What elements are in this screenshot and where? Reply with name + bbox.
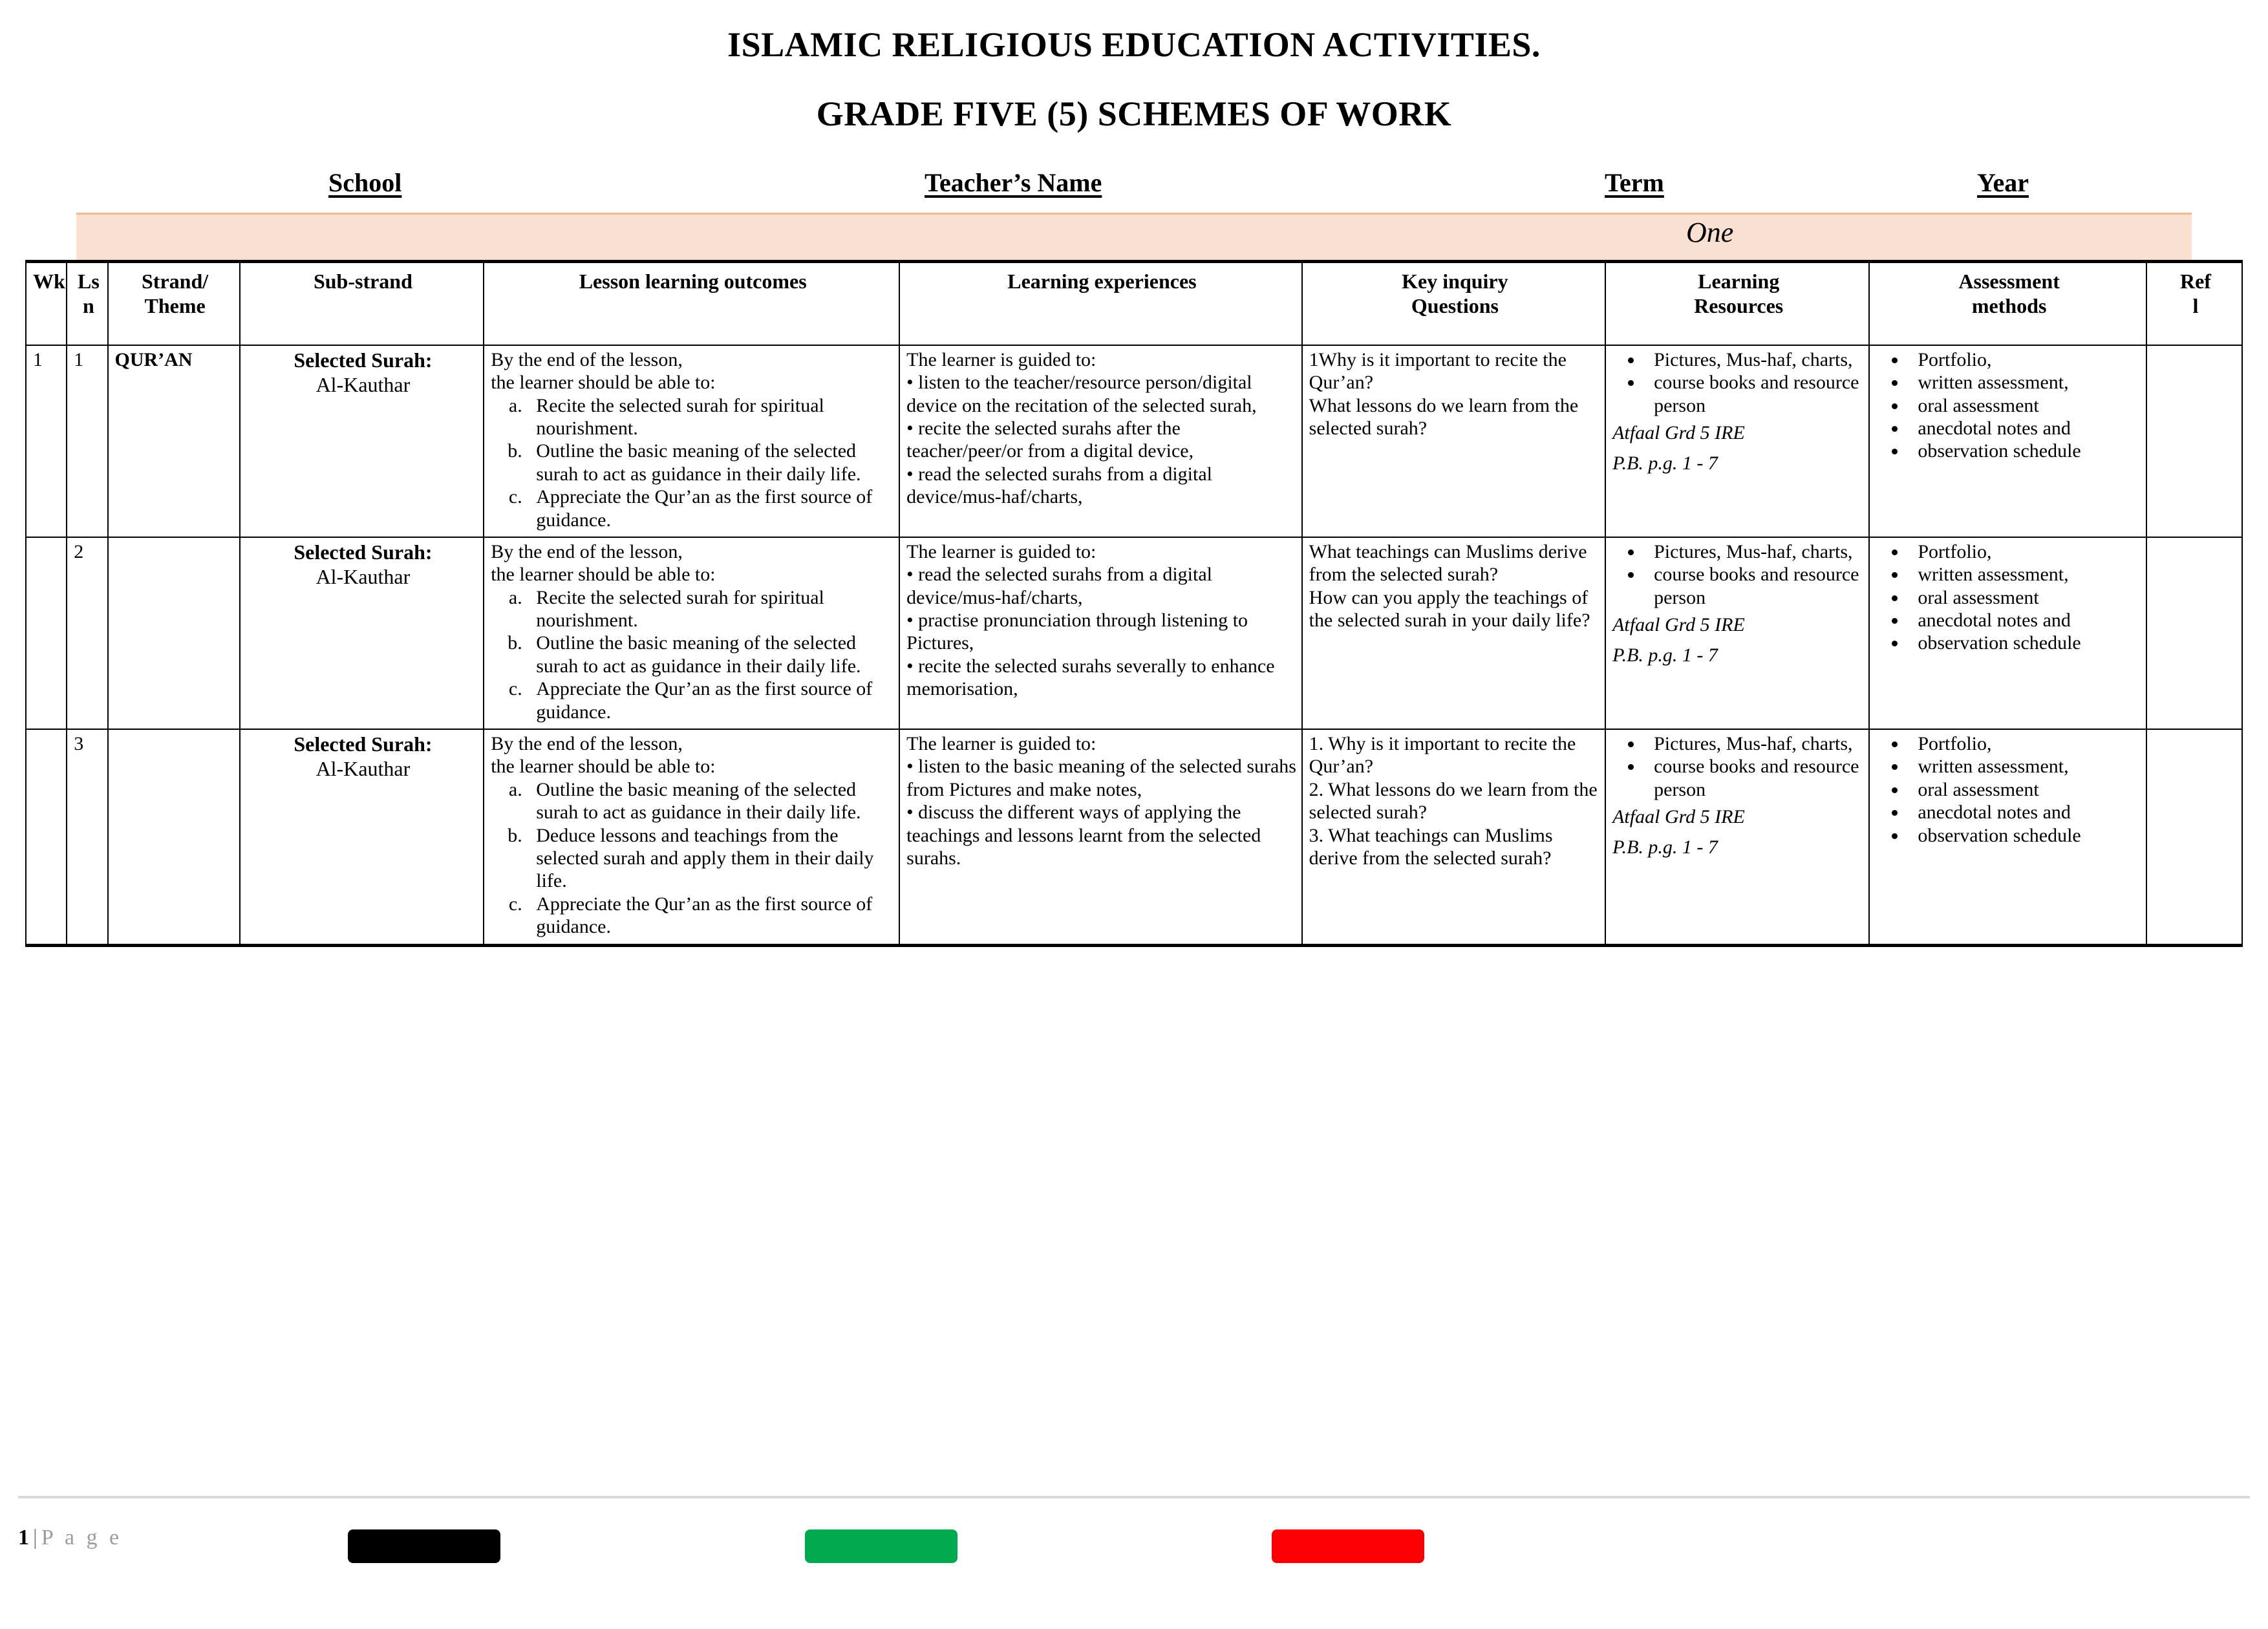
- outcomes-list: [491, 778, 895, 939]
- page-word: P a g e: [41, 1526, 123, 1549]
- column-header-key-inquiry-questions: [1302, 261, 1605, 345]
- resources-list: [1612, 732, 1865, 801]
- cell-lesson[interactable]: 3: [67, 729, 107, 945]
- column-header-lesson-learning-outcomes: Lesson learning outcomes: [484, 261, 899, 345]
- resources-list: [1612, 540, 1865, 609]
- cell-ref[interactable]: [2146, 729, 2242, 945]
- cell-key-inquiry-questions[interactable]: [1302, 537, 1605, 729]
- experiences-intro: The learner is guided to:: [906, 540, 1097, 562]
- assessment-list: [1876, 732, 2142, 847]
- experience-item: • listen to the basic meaning of the selected surahs from Pictures and make notes,: [906, 756, 1296, 800]
- experiences-list: [906, 371, 1298, 508]
- resource-item: • course books and resource person: [1643, 755, 1865, 801]
- cell-key-inquiry-questions[interactable]: [1302, 729, 1605, 945]
- column-header-assessment-line2: methods: [1971, 293, 2047, 317]
- column-header-resources-line1: Learning: [1698, 269, 1780, 293]
- key-inquiry-question: 1Why is it important to recite the Qur’an?: [1309, 348, 1567, 394]
- resource-reference-line-1: Atfaal Grd 5 IRE: [1612, 806, 1745, 828]
- resource-reference-line-2: P.B. p.g. 1 - 7: [1612, 452, 1718, 474]
- substrand-name: Al-Kauthar: [316, 372, 411, 396]
- cell-week[interactable]: [26, 729, 67, 945]
- assessment-item: • oral assessment: [1907, 394, 2142, 417]
- resource-item: • Pictures, Mus-haf, charts,: [1643, 732, 1865, 755]
- outcomes-list: [491, 586, 895, 723]
- column-header-lesson: [67, 261, 107, 345]
- term-label: Term: [1605, 167, 1664, 197]
- column-header-ref-line1: Ref: [2179, 269, 2211, 293]
- cell-assessment-methods[interactable]: [1869, 537, 2146, 729]
- field-value-band[interactable]: [76, 213, 2192, 260]
- assessment-item: • Portfolio,: [1907, 348, 2142, 371]
- key-inquiry-question: What lessons do we learn from the selected surah?: [1309, 394, 1579, 439]
- resource-item: • Pictures, Mus-haf, charts,: [1643, 540, 1865, 563]
- experiences-list: [906, 563, 1298, 700]
- cell-week[interactable]: 1: [26, 345, 67, 537]
- column-header-ref-line2: l: [2192, 293, 2199, 317]
- field-label-row: [0, 167, 2268, 213]
- page-number-indicator: [18, 1526, 122, 1550]
- cell-assessment-methods[interactable]: [1869, 729, 2146, 945]
- experience-item: • read the selected surahs from a digital device/mus-haf/charts,: [906, 564, 1212, 608]
- key-inquiry-question: How can you apply the teachings of the selected surah in your daily life?: [1309, 586, 1590, 632]
- page-number: 1: [18, 1526, 29, 1549]
- outcomes-intro-line-2: the learner should be able to:: [491, 564, 716, 586]
- outcome-item: c. Appreciate the Qur’an as the first source of guidance.: [527, 485, 895, 531]
- assessment-item: • oral assessment: [1907, 586, 2142, 609]
- schemes-of-work-table: [25, 260, 2243, 947]
- assessment-item: • observation schedule: [1907, 440, 2142, 462]
- substrand-name: Al-Kauthar: [316, 564, 411, 588]
- term-value[interactable]: One: [1686, 216, 1734, 248]
- cell-learning-experiences[interactable]: [899, 729, 1302, 945]
- resource-reference-line-2: P.B. p.g. 1 - 7: [1612, 644, 1718, 666]
- experience-item: • discuss the different ways of applying the teachings and lessons learnt from the selected surahs.: [906, 802, 1261, 869]
- substrand-name: Al-Kauthar: [316, 756, 411, 780]
- outcomes-intro-line-2: the learner should be able to:: [491, 372, 716, 394]
- assessment-item: • anecdotal notes and: [1907, 801, 2142, 824]
- key-inquiry-question: 1. Why is it important to recite the Qur’an?: [1309, 733, 1576, 778]
- column-header-substrand: Sub-strand: [240, 261, 484, 345]
- column-header-assessment-methods: [1869, 261, 2146, 345]
- cell-substrand[interactable]: [240, 729, 484, 945]
- experience-item: • listen to the teacher/resource person/digital device on the recitation of the selected surah,: [906, 372, 1257, 416]
- flag-bar-black: [348, 1529, 500, 1563]
- assessment-item: • anecdotal notes and: [1907, 417, 2142, 440]
- cell-key-inquiry-questions[interactable]: [1302, 345, 1605, 537]
- outcomes-intro-line-1: By the end of the lesson,: [491, 348, 683, 370]
- column-header-kiq-line2: Questions: [1411, 293, 1499, 317]
- outcome-item: b. Outline the basic meaning of the selected surah to act as guidance in their daily life.: [527, 632, 895, 677]
- cell-substrand[interactable]: [240, 345, 484, 537]
- experience-item: • recite the selected surahs after the teacher/peer/or from a digital device,: [906, 417, 1194, 462]
- assessment-item: • written assessment,: [1907, 563, 2142, 586]
- column-header-learning-experiences: Learning experiences: [899, 261, 1302, 345]
- page-separator: |: [33, 1526, 37, 1549]
- column-header-strand-line1: Strand/: [142, 269, 209, 293]
- resources-list: [1612, 348, 1865, 417]
- cell-assessment-methods[interactable]: [1869, 345, 2146, 537]
- experience-item: • recite the selected surahs severally to enhance memorisation,: [906, 655, 1275, 700]
- substrand-heading: Selected Surah:: [294, 540, 433, 564]
- outcome-item: a. Recite the selected surah for spiritual nourishment.: [527, 394, 895, 440]
- column-header-assessment-line1: Assessment: [1958, 269, 2060, 293]
- outcome-item: c. Appreciate the Qur’an as the first source of guidance.: [527, 677, 895, 723]
- assessment-item: • Portfolio,: [1907, 732, 2142, 755]
- table-row: [26, 537, 2242, 729]
- cell-learning-experiences[interactable]: [899, 537, 1302, 729]
- cell-lesson[interactable]: 2: [67, 537, 107, 729]
- resource-reference-line-1: Atfaal Grd 5 IRE: [1612, 614, 1745, 636]
- column-header-learning-resources: [1605, 261, 1869, 345]
- flag-bar-red: [1272, 1529, 1424, 1563]
- resource-item: • course books and resource person: [1643, 563, 1865, 609]
- cell-strand[interactable]: [108, 729, 240, 945]
- key-inquiry-question: 3. What teachings can Muslims derive from the selected surah?: [1309, 824, 1553, 869]
- assessment-list: [1876, 348, 2142, 463]
- cell-strand[interactable]: QUR’AN: [108, 345, 240, 537]
- resource-item: • course books and resource person: [1643, 371, 1865, 417]
- assessment-item: • oral assessment: [1907, 778, 2142, 801]
- column-header-week: Wk: [26, 261, 67, 345]
- outcome-item: a. Outline the basic meaning of the selected surah to act as guidance in their daily life.: [527, 778, 895, 824]
- cell-lesson[interactable]: 1: [67, 345, 107, 537]
- column-header-lesson-line2: n: [83, 293, 94, 317]
- outcomes-intro-line-2: the learner should be able to:: [491, 756, 716, 778]
- experiences-intro: The learner is guided to:: [906, 348, 1097, 370]
- outcome-item: b. Deduce lessons and teachings from the selected surah and apply them in their daily life.: [527, 824, 895, 893]
- outcome-item: c. Appreciate the Qur’an as the first source of guidance.: [527, 893, 895, 939]
- assessment-item: • observation schedule: [1907, 824, 2142, 847]
- flag-bar-green: [805, 1529, 957, 1563]
- column-header-strand: [108, 261, 240, 345]
- cell-learning-resources[interactable]: [1605, 537, 1869, 729]
- outcomes-list: [491, 394, 895, 531]
- outcomes-intro-line-1: By the end of the lesson,: [491, 540, 683, 562]
- assessment-list: [1876, 540, 2142, 655]
- teacher-name-label: Teacher’s Name: [925, 167, 1102, 197]
- footer-divider: [18, 1496, 2250, 1498]
- resource-reference-line-1: Atfaal Grd 5 IRE: [1612, 421, 1745, 443]
- assessment-item: • observation schedule: [1907, 632, 2142, 654]
- table-row: [26, 729, 2242, 945]
- cell-ref[interactable]: [2146, 345, 2242, 537]
- column-header-resources-line2: Resources: [1694, 293, 1784, 317]
- outcomes-intro-line-1: By the end of the lesson,: [491, 733, 683, 755]
- cell-lesson-learning-outcomes[interactable]: [484, 537, 899, 729]
- cell-substrand[interactable]: [240, 537, 484, 729]
- assessment-item: • Portfolio,: [1907, 540, 2142, 563]
- experience-item: • read the selected surahs from a digital device/mus-haf/charts,: [906, 463, 1212, 508]
- cell-learning-experiences[interactable]: [899, 345, 1302, 537]
- cell-lesson-learning-outcomes[interactable]: [484, 345, 899, 537]
- assessment-item: • written assessment,: [1907, 371, 2142, 394]
- column-header-kiq-line1: Key inquiry: [1402, 269, 1508, 293]
- cell-learning-resources[interactable]: [1605, 729, 1869, 945]
- document-title-line-2: GRADE FIVE (5) SCHEMES OF WORK: [816, 94, 1452, 134]
- substrand-heading: Selected Surah:: [294, 732, 433, 756]
- experience-item: • practise pronunciation through listening to Pictures,: [906, 610, 1248, 654]
- cell-week[interactable]: [26, 537, 67, 729]
- resource-item: • Pictures, Mus-haf, charts,: [1643, 348, 1865, 371]
- year-label: Year: [1977, 167, 2029, 197]
- substrand-heading: Selected Surah:: [294, 348, 433, 372]
- cell-strand[interactable]: [108, 537, 240, 729]
- table-row: [26, 345, 2242, 537]
- experiences-intro: The learner is guided to:: [906, 733, 1097, 755]
- table-header-row: [26, 261, 2242, 345]
- column-header-strand-line2: Theme: [144, 293, 206, 317]
- column-header-lesson-line1: Ls: [78, 269, 100, 293]
- column-header-ref: [2146, 261, 2242, 345]
- cell-lesson-learning-outcomes[interactable]: [484, 729, 899, 945]
- cell-ref[interactable]: [2146, 537, 2242, 729]
- experiences-list: [906, 755, 1298, 869]
- outcome-item: a. Recite the selected surah for spiritual nourishment.: [527, 586, 895, 632]
- cell-learning-resources[interactable]: [1605, 345, 1869, 537]
- assessment-item: • written assessment,: [1907, 755, 2142, 778]
- assessment-item: • anecdotal notes and: [1907, 609, 2142, 632]
- school-label: School: [328, 167, 402, 197]
- key-inquiry-question: 2. What lessons do we learn from the selected surah?: [1309, 778, 1598, 824]
- document-title-line-1: ISLAMIC RELIGIOUS EDUCATION ACTIVITIES.: [727, 25, 1541, 64]
- outcome-item: b. Outline the basic meaning of the selected surah to act as guidance in their daily life.: [527, 440, 895, 485]
- resource-reference-line-2: P.B. p.g. 1 - 7: [1612, 836, 1718, 858]
- key-inquiry-question: What teachings can Muslims derive from the selected surah?: [1309, 540, 1587, 586]
